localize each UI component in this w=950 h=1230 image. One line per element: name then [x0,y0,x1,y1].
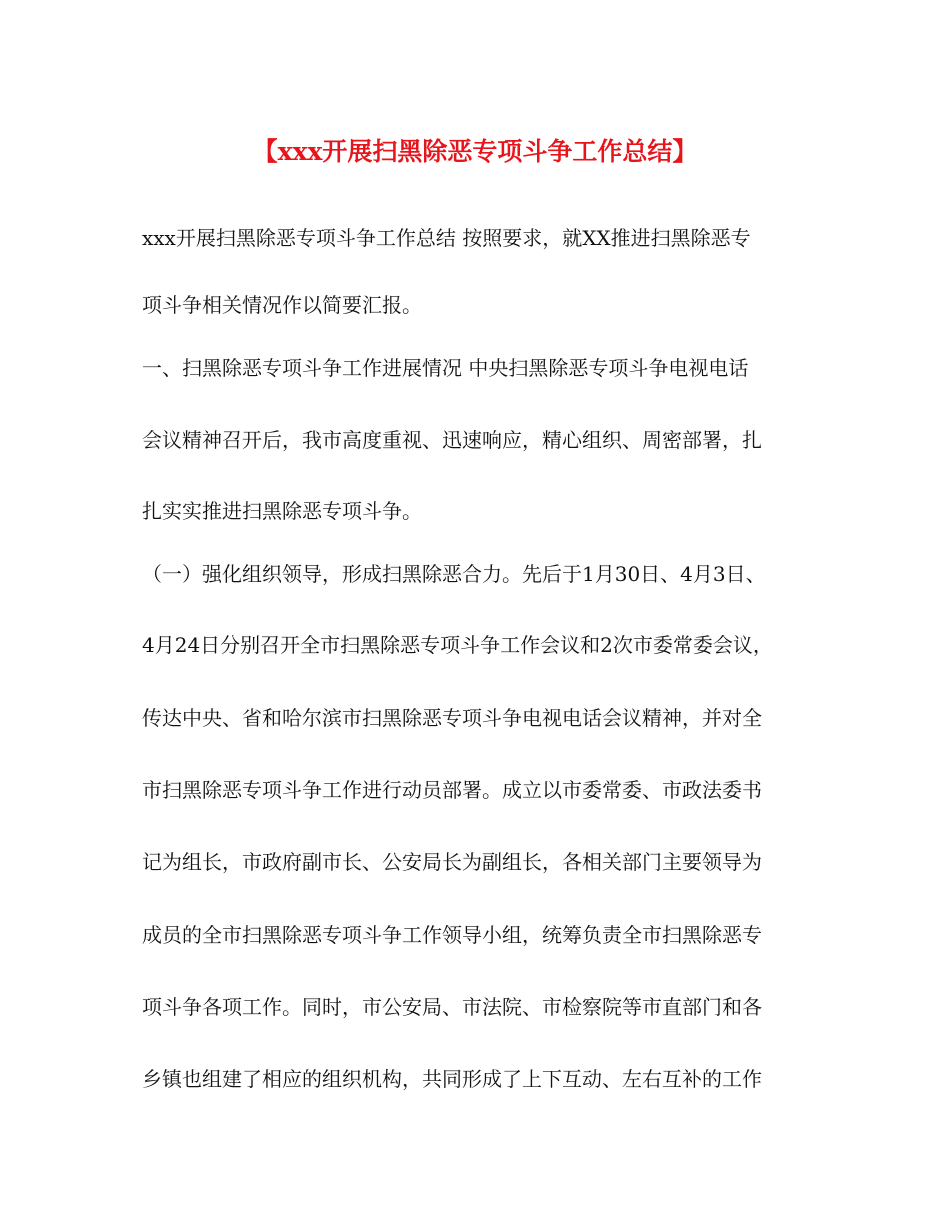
paragraph-line: 项斗争各项工作。同时，市公安局、市法院、市检察院等市直部门和各 [142,995,762,1019]
paragraph-line: 扎实实推进扫黑除恶专项斗争。 [142,499,422,523]
document-title: 【xxx开展扫黑除恶专项斗争工作总结】 [252,137,698,166]
paragraph-line: （一）强化组织领导，形成扫黑除恶合力。先后于1月30日、4月3日、 [142,562,766,586]
paragraph-line: 传达中央、省和哈尔滨市扫黑除恶专项斗争电视电话会议精神，并对全 [142,706,762,730]
paragraph-line: 乡镇也组建了相应的组织机构，共同形成了上下互动、左右互补的工作 [142,1067,762,1091]
paragraph-line: 记为组长，市政府副市长、公安局长为副组长，各相关部门主要领导为 [142,850,762,874]
paragraph-line: 市扫黑除恶专项斗争工作进行动员部署。成立以市委常委、市政法委书 [142,778,762,802]
paragraph-line: 4月24日分别召开全市扫黑除恶专项斗争工作会议和2次市委常委会议， [142,633,773,657]
paragraph-line: 会议精神召开后，我市高度重视、迅速响应，精心组织、周密部署，扎 [142,428,762,452]
paragraph-line: 项斗争相关情况作以简要汇报。 [142,293,422,317]
paragraph-line: 成员的全市扫黑除恶专项斗争工作领导小组，统筹负责全市扫黑除恶专 [142,923,762,947]
paragraph-line: 一、扫黑除恶专项斗争工作进展情况 中央扫黑除恶专项斗争电视电话 [142,356,749,380]
paragraph-line: xxx开展扫黑除恶专项斗争工作总结 按照要求，就XX推进扫黑除恶专 [142,226,751,250]
